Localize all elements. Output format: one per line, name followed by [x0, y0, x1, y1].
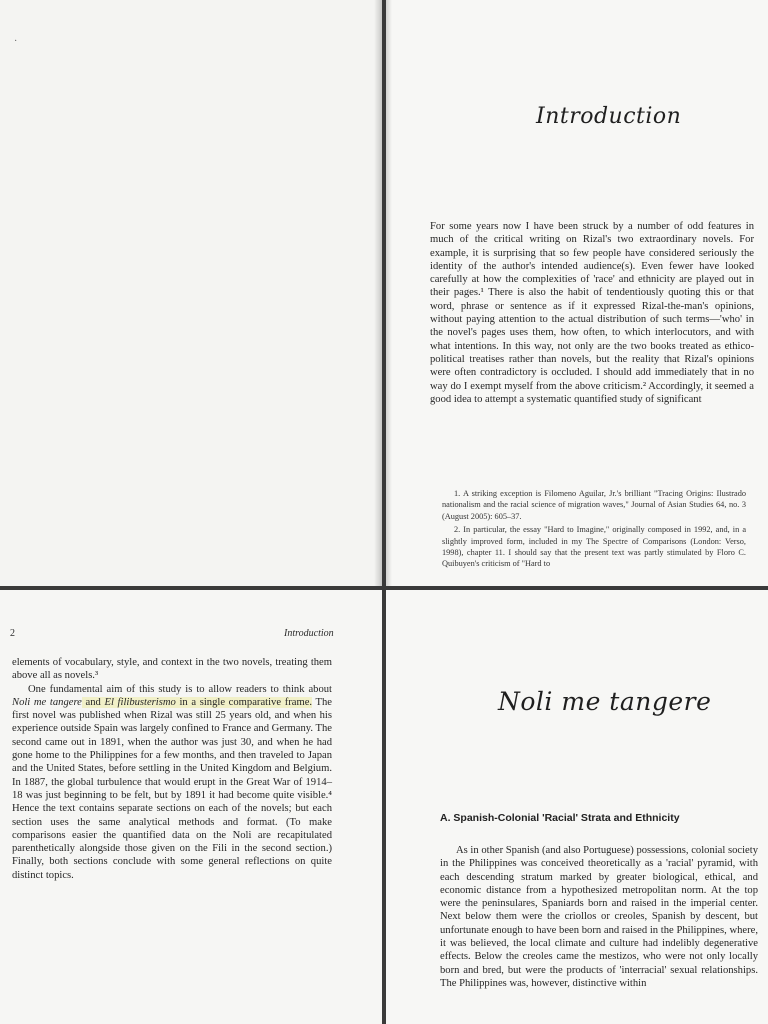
noli-page — [386, 590, 768, 1024]
page-two — [0, 590, 382, 1024]
introduction-page — [386, 0, 768, 586]
aim-text-rest: The first novel was published when Rizal was still 25 years old, and when his experience outside Spain was largely confined to France and Germany. The second came out in 1891, when the author was just 30, and when he had gone home to the Philippines for a few months, and then traveled to Japan and the United States, before settling in the United Kingdom and Belgium. In 1887, the global turbulence that would erupt in the Great War of 1914–18 was just beginning to be felt, but by 1891 it had become quite visible.⁴ Hence the text contains separate sections on each of the novels; but each section uses the same analytical methods and format. (To make comparisons easier the quantified data on the Noli are recapitulated parenthetically alongside those given on the Fili in the second section.) Finally, both sections conclude with some general reflections on quite distinct topics. — [12, 696, 332, 881]
intro-body-text — [430, 220, 754, 406]
highlight-and: and — [81, 696, 105, 708]
vertical-divider — [382, 0, 386, 1024]
horizontal-divider — [0, 586, 768, 590]
chapter-title: Introduction — [536, 104, 682, 129]
page-number: 2 — [10, 628, 15, 639]
margin-mark: · — [14, 36, 18, 47]
footnotes — [442, 488, 746, 572]
part-title: Noli me tangere — [498, 687, 712, 716]
running-head: Introduction — [284, 628, 334, 639]
spine-shadow — [374, 0, 382, 586]
intro-paragraph: For some years now I have been struck by a number of odd features in much of the critical writing on Rizal's two extraordinary novels. For example, it is surprising that so few people have considered seriously the identity of the author's intended audience(s). Even fewer have looked carefully at how the complexities of 'race' and ethnicity are played out in their pages.¹ There is also the habit of tendentiously quoting this or that word, phrase or sentence as if it expressed Rizal-the-man's opinions, without paying attention to the actual distribution of such terms—'who' in the novel's pages uses them, how often, to which interlocutors, and with what intentions. In this way, not only are the two books treated as ethico-political treatises rather than novels, but the reality that Rizal's opinions were often contradictory is occluded. I should add immediately that in no way do I exempt myself from the above criticism.² Accordingly, it seemed a good idea to attempt a systematic quantified study of significant — [430, 221, 754, 405]
blank-left-page — [0, 0, 382, 586]
page-two-body-text — [12, 656, 332, 882]
noli-body-text — [440, 844, 758, 990]
racial-strata-paragraph: As in other Spanish (and also Portuguese) possessions, colonial society in the Philippines was conceived theoretically as a 'racial' pyramid, with each descending stratum marked by greater biological, ethical, and economic distance from a hypothesized metropolitan norm. At the top were the peninsulares, Spaniards born and raised in the imperial center. Next below them were the criollos or creoles, Spanish by descent, but unfortunate enough to have been born and raised in the Philippines, where, it was believed, the local climate and culture had indelibly degenerative effects. Below the creoles came the mestizos, who were not only locally born and bred, but were the products of 'interracial' sexual relationships. The Philippines was, however, distinctive within — [440, 845, 758, 989]
footnote-2: 2. In particular, the essay "Hard to Imagine," originally composed in 1992, and, in a slightly improved form, included in my The Spectre of Comparisons (London: Verso, 1998), chapter 11. I should say that the present text was partly stimulated by Floro C. Quibuyen's criticism of "Hard to — [442, 525, 746, 569]
aim-paragraph — [12, 683, 332, 882]
highlighted-text: in a single comparative frame. — [175, 696, 313, 708]
continued-paragraph: elements of vocabulary, style, and context in the two novels, treating them above all as novels.³ — [12, 657, 332, 682]
aim-text-start: One fundamental aim of this study is to allow readers to think about — [28, 683, 332, 695]
title-fili: El filibusterismo — [104, 696, 176, 708]
title-noli: Noli me tangere — [12, 696, 82, 708]
spine-shadow-right — [386, 0, 392, 586]
section-heading: A. Spanish-Colonial 'Racial' Strata and Ethnicity — [440, 812, 680, 824]
footnote-1: 1. A striking exception is Filomeno Aguilar, Jr.'s brilliant "Tracing Origins: Ilustrado nationalism and the racial science of migration waves," Journal of Asian Studies 64, no. 3 (August 2005): 605–37. — [442, 489, 746, 521]
